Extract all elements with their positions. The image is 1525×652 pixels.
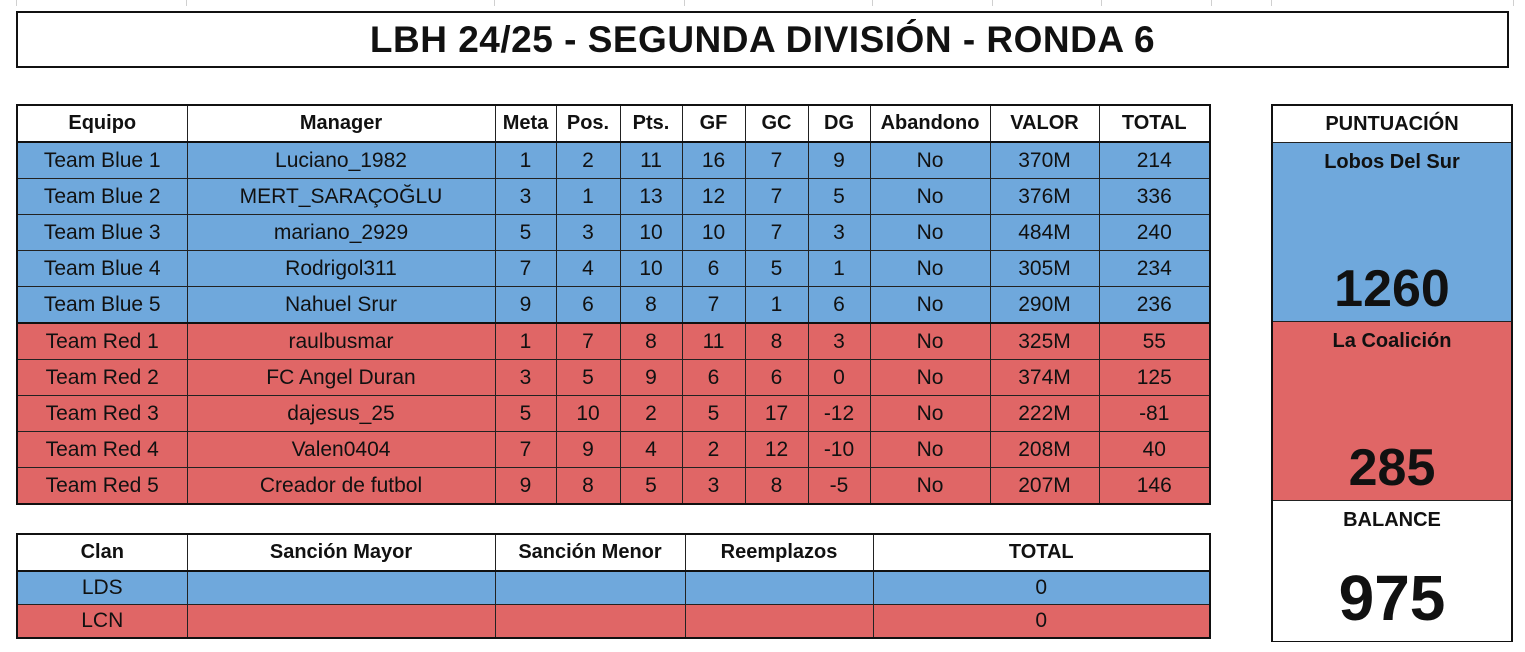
cell-dg: 0 — [808, 360, 870, 396]
clan-sanctions-table — [16, 533, 1211, 639]
cell-valor: 370M — [990, 142, 1099, 179]
cell-meta: 7 — [495, 251, 556, 287]
cell-dg: -5 — [808, 468, 870, 505]
cell-sancion-menor — [495, 571, 685, 605]
cell-abandono: No — [870, 468, 990, 505]
cell-pts: 13 — [620, 179, 682, 215]
column-header-equipo: Equipo — [17, 105, 187, 142]
cell-gf: 6 — [682, 360, 745, 396]
cell-equipo: Team Blue 2 — [17, 179, 187, 215]
cell-abandono: No — [870, 287, 990, 324]
cell-equipo: Team Red 5 — [17, 468, 187, 505]
table-row — [17, 251, 1210, 287]
score-blue-section — [1273, 143, 1511, 322]
score-red-section — [1273, 322, 1511, 501]
table-row — [17, 605, 1210, 639]
cell-gf: 10 — [682, 215, 745, 251]
cell-gc: 7 — [745, 142, 808, 179]
cell-pts: 10 — [620, 251, 682, 287]
cell-pos: 4 — [556, 251, 620, 287]
cell-gf: 3 — [682, 468, 745, 505]
cell-pos: 9 — [556, 432, 620, 468]
table-row — [17, 571, 1210, 605]
cell-abandono: No — [870, 396, 990, 432]
column-header-valor: VALOR — [990, 105, 1099, 142]
cell-gf: 5 — [682, 396, 745, 432]
column-header-meta: Meta — [495, 105, 556, 142]
cell-pts: 5 — [620, 468, 682, 505]
cell-equipo: Team Blue 4 — [17, 251, 187, 287]
cell-pts: 8 — [620, 323, 682, 360]
cell-sancion-mayor — [187, 571, 495, 605]
cell-gf: 12 — [682, 179, 745, 215]
cell-manager: Creador de futbol — [187, 468, 495, 505]
page-title: LBH 24/25 - SEGUNDA DIVISIÓN - RONDA 6 — [16, 11, 1509, 68]
cell-gf: 2 — [682, 432, 745, 468]
cell-valor: 290M — [990, 287, 1099, 324]
cell-gc: 7 — [745, 215, 808, 251]
cell-pts: 4 — [620, 432, 682, 468]
cell-total: -81 — [1099, 396, 1210, 432]
cell-pos: 6 — [556, 287, 620, 324]
cell-gc: 8 — [745, 323, 808, 360]
cell-manager: mariano_2929 — [187, 215, 495, 251]
cell-valor: 325M — [990, 323, 1099, 360]
cell-pts: 8 — [620, 287, 682, 324]
column-header-manager: Manager — [187, 105, 495, 142]
cell-valor: 207M — [990, 468, 1099, 505]
table-row — [17, 179, 1210, 215]
cell-clan: LCN — [17, 605, 187, 639]
cell-dg: 9 — [808, 142, 870, 179]
cell-valor: 374M — [990, 360, 1099, 396]
table-row — [17, 323, 1210, 360]
cell-equipo: Team Blue 3 — [17, 215, 187, 251]
cell-gf: 11 — [682, 323, 745, 360]
column-header-reemplazos: Reemplazos — [685, 534, 873, 571]
cell-abandono: No — [870, 142, 990, 179]
score-panel — [1271, 104, 1513, 642]
cell-dg: -12 — [808, 396, 870, 432]
column-header-abandono: Abandono — [870, 105, 990, 142]
cell-manager: dajesus_25 — [187, 396, 495, 432]
cell-gc: 8 — [745, 468, 808, 505]
cell-equipo: Team Blue 5 — [17, 287, 187, 324]
cell-pts: 10 — [620, 215, 682, 251]
table-row — [17, 142, 1210, 179]
column-header-pts: Pts. — [620, 105, 682, 142]
table-row — [17, 360, 1210, 396]
cell-gc: 17 — [745, 396, 808, 432]
score-header: PUNTUACIÓN — [1273, 106, 1511, 143]
blue-clan-name: Lobos Del Sur — [1324, 151, 1460, 173]
cell-meta: 1 — [495, 142, 556, 179]
cell-gc: 5 — [745, 251, 808, 287]
cell-total: 40 — [1099, 432, 1210, 468]
red-clan-score: 285 — [1348, 439, 1436, 497]
cell-equipo: Team Red 1 — [17, 323, 187, 360]
cell-total: 55 — [1099, 323, 1210, 360]
cell-manager: Nahuel Srur — [187, 287, 495, 324]
cell-meta: 9 — [495, 287, 556, 324]
score-balance-section — [1273, 501, 1511, 641]
balance-value: 975 — [1338, 562, 1446, 634]
cell-dg: 5 — [808, 179, 870, 215]
cell-sancion-mayor — [187, 605, 495, 639]
cell-abandono: No — [870, 215, 990, 251]
cell-dg: 6 — [808, 287, 870, 324]
cell-pos: 1 — [556, 179, 620, 215]
cell-valor: 208M — [990, 432, 1099, 468]
cell-meta: 3 — [495, 179, 556, 215]
column-header-total: TOTAL — [1099, 105, 1210, 142]
cell-valor: 376M — [990, 179, 1099, 215]
cell-abandono: No — [870, 360, 990, 396]
column-header-gf: GF — [682, 105, 745, 142]
cell-meta: 5 — [495, 396, 556, 432]
cell-meta: 5 — [495, 215, 556, 251]
cell-manager: Rodrigol311 — [187, 251, 495, 287]
column-header-total: TOTAL — [873, 534, 1210, 571]
cell-meta: 7 — [495, 432, 556, 468]
cell-equipo: Team Red 3 — [17, 396, 187, 432]
red-clan-name: La Coalición — [1332, 330, 1452, 352]
cell-reemplazos — [685, 571, 873, 605]
cell-valor: 484M — [990, 215, 1099, 251]
cell-meta: 1 — [495, 323, 556, 360]
cell-gc: 7 — [745, 179, 808, 215]
cell-reemplazos — [685, 605, 873, 639]
cell-manager: Luciano_1982 — [187, 142, 495, 179]
spreadsheet-grid-top — [0, 0, 1525, 6]
cell-abandono: No — [870, 323, 990, 360]
column-header-sancion-mayor: Sanción Mayor — [187, 534, 495, 571]
cell-dg: 1 — [808, 251, 870, 287]
cell-valor: 305M — [990, 251, 1099, 287]
cell-pts: 2 — [620, 396, 682, 432]
cell-gc: 6 — [745, 360, 808, 396]
cell-abandono: No — [870, 251, 990, 287]
column-header-clan: Clan — [17, 534, 187, 571]
cell-pos: 10 — [556, 396, 620, 432]
cell-meta: 9 — [495, 468, 556, 505]
cell-meta: 3 — [495, 360, 556, 396]
cell-pos: 2 — [556, 142, 620, 179]
standings-header-row — [17, 105, 1210, 142]
cell-gf: 7 — [682, 287, 745, 324]
table-row — [17, 396, 1210, 432]
cell-dg: -10 — [808, 432, 870, 468]
cell-gc: 12 — [745, 432, 808, 468]
standings-table — [16, 104, 1211, 505]
blue-clan-score: 1260 — [1334, 260, 1450, 318]
cell-pts: 11 — [620, 142, 682, 179]
cell-pos: 7 — [556, 323, 620, 360]
table-row — [17, 215, 1210, 251]
column-header-sancion-menor: Sanción Menor — [495, 534, 685, 571]
cell-manager: Valen0404 — [187, 432, 495, 468]
cell-equipo: Team Blue 1 — [17, 142, 187, 179]
column-header-dg: DG — [808, 105, 870, 142]
cell-total: 214 — [1099, 142, 1210, 179]
clan-header-row — [17, 534, 1210, 571]
table-row — [17, 432, 1210, 468]
cell-total: 236 — [1099, 287, 1210, 324]
cell-dg: 3 — [808, 323, 870, 360]
cell-valor: 222M — [990, 396, 1099, 432]
cell-total: 146 — [1099, 468, 1210, 505]
cell-total: 0 — [873, 571, 1210, 605]
cell-pts: 9 — [620, 360, 682, 396]
cell-equipo: Team Red 4 — [17, 432, 187, 468]
cell-total: 336 — [1099, 179, 1210, 215]
cell-pos: 3 — [556, 215, 620, 251]
table-row — [17, 468, 1210, 505]
cell-manager: raulbusmar — [187, 323, 495, 360]
cell-gf: 6 — [682, 251, 745, 287]
cell-manager: MERT_SARAÇOĞLU — [187, 179, 495, 215]
cell-abandono: No — [870, 432, 990, 468]
cell-abandono: No — [870, 179, 990, 215]
cell-manager: FC Angel Duran — [187, 360, 495, 396]
cell-pos: 5 — [556, 360, 620, 396]
cell-pos: 8 — [556, 468, 620, 505]
column-header-gc: GC — [745, 105, 808, 142]
cell-total: 240 — [1099, 215, 1210, 251]
column-header-pos: Pos. — [556, 105, 620, 142]
cell-total: 125 — [1099, 360, 1210, 396]
table-row — [17, 287, 1210, 324]
cell-sancion-menor — [495, 605, 685, 639]
balance-label: BALANCE — [1343, 509, 1441, 531]
cell-equipo: Team Red 2 — [17, 360, 187, 396]
cell-gf: 16 — [682, 142, 745, 179]
cell-dg: 3 — [808, 215, 870, 251]
cell-total: 234 — [1099, 251, 1210, 287]
cell-gc: 1 — [745, 287, 808, 324]
cell-clan: LDS — [17, 571, 187, 605]
cell-total: 0 — [873, 605, 1210, 639]
